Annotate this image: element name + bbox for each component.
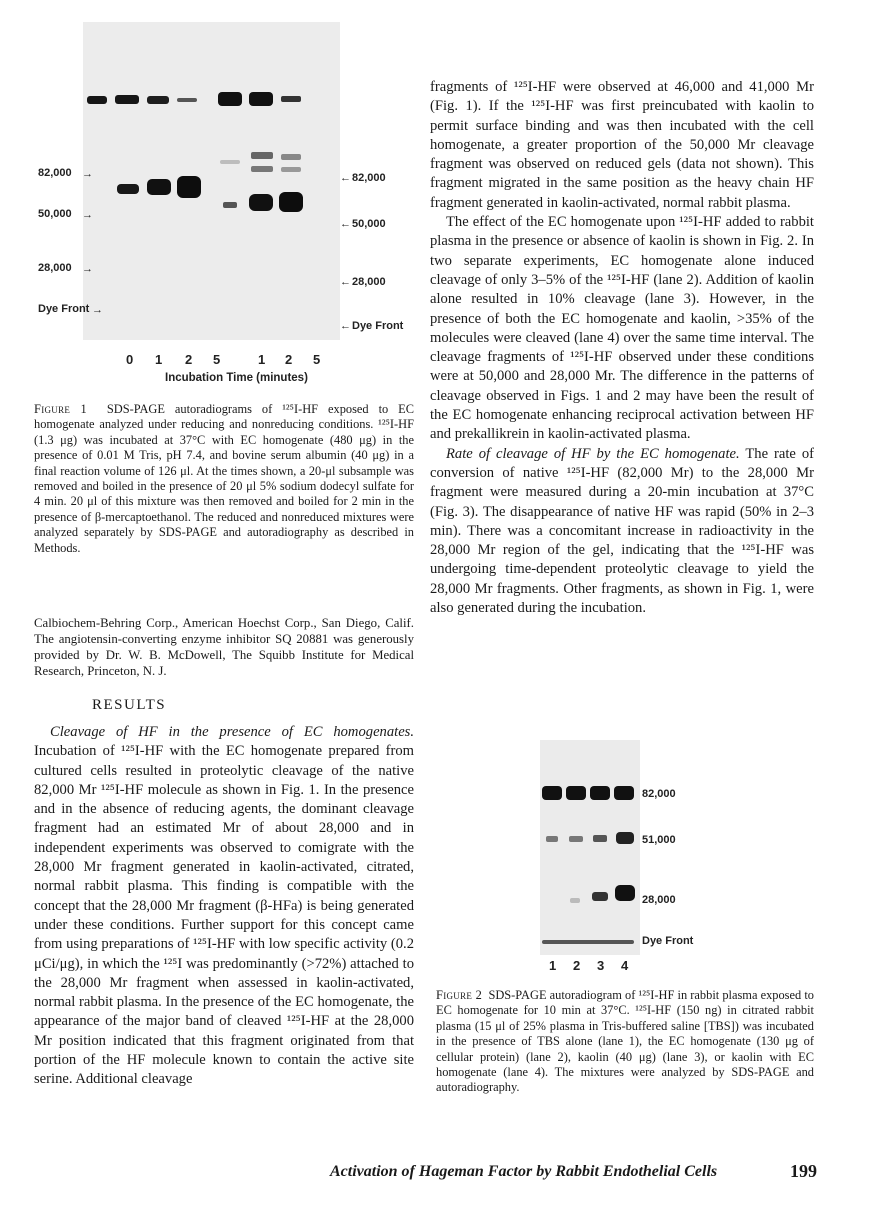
figure1-xlabel: Incubation Time (minutes) xyxy=(165,372,308,384)
mw-left-82000: 82,000 xyxy=(38,167,72,179)
figure2-caption-text: SDS-PAGE autoradiogram of ¹²⁵I-HF in rabbit plasma exposed to EC homogenate for 10 min at 37°C. ¹²⁵I-HF (150 ng) in citrated rabbit plasma (15 μl of 25% plasma in Tris-buffered saline [TBS]) was incubated in the presence of TBS alone (lane 1), the EC homogenate (130 μg of cellular protein) (lane 2), kaolin (40 μg) (lane 3), or kaolin with EC homogenate (lane 4). The mixtures were analyzed by SDS-PAGE and autoradiography. xyxy=(436,988,814,1095)
mw2-28000: 28,000 xyxy=(642,894,676,906)
paragraph-lead-italic: Cleavage of HF in the presence of EC homogenates. xyxy=(50,724,414,740)
arrow-left-icon: ← xyxy=(340,276,351,288)
mw-right-dye-front: Dye Front xyxy=(352,320,404,332)
arrow-right-icon: → xyxy=(92,304,103,316)
mw-left-50000: 50,000 xyxy=(38,208,72,220)
paragraph-text: Incubation of ¹²⁵I-HF with the EC homogenate prepared from cultured cells resulted in proteolytic cleavage of the native 82,000 Mr ¹²⁵I-HF molecule as shown in Fig. 1. In the presence and in the absence of reducing agents, the dominant cleavage fragment had an estimated Mr of about 28,000 and in independent experiments was observed to comigrate with the 28,000 Mr fragment generated in kaolin-activated, citrated, normal rabbit plasma. This finding is compatible with the concept that the 28,000 Mr fragment (β-HFa) is being generated under these conditions. Further support for this concept came from using preparations of ¹²⁵I-HF with low specific activity (0.2 μCi/μg), in which the ¹²⁵I was predominantly (>72%) attached to the 28,000 Mr fragment when assessed in kaolin-activated, normal rabbit plasma. In the presence of the EC homogenate, the appearance of the major band of cleaved ¹²⁵I-HF at the 28,000 Mr position indicated that this fragment originated from that portion of the HF molecule known to contain the active site serine. Additional cleavage xyxy=(34,743,414,1088)
acknowledgement-text: Calbiochem-Behring Corp., American Hoechst Corp., San Diego, Calif. The angiotensin-converting enzyme inhibitor SQ 20881 was generously provided by Dr. W. B. McDowell, The Squibb Institute for Medical Research, Princeton, N. J. xyxy=(34,616,414,678)
page-number: 199 xyxy=(790,1161,817,1181)
right-column-body xyxy=(430,78,814,618)
mw-right-50000: 50,000 xyxy=(352,218,386,230)
lane-number: 4 xyxy=(621,958,629,973)
lane-number: 0 xyxy=(126,352,134,367)
mw-left-dye-front: Dye Front xyxy=(38,303,90,315)
left-column-body xyxy=(34,723,414,1090)
arrow-right-icon: → xyxy=(82,209,93,221)
mw-left-28000: 28,000 xyxy=(38,262,72,274)
mw-right-28000: 28,000 xyxy=(352,276,386,288)
lane-number: 2 xyxy=(185,352,193,367)
figure2-gel xyxy=(540,740,640,955)
paragraph-lead-italic: Rate of cleavage of HF by the EC homogenate. xyxy=(446,445,740,462)
running-footer-title: Activation of Hageman Factor by Rabbit Endothelial Cells xyxy=(330,1163,718,1180)
figure2-caption xyxy=(436,988,814,1096)
arrow-right-icon: → xyxy=(82,168,93,180)
mw-right-82000: 82,000 xyxy=(352,172,386,184)
mw2-51000: 51,000 xyxy=(642,834,676,846)
lane-number: 3 xyxy=(597,958,605,973)
lane-number: 1 xyxy=(258,352,266,367)
figure1-caption-label: Figure 1 xyxy=(34,402,87,416)
paragraph-text: The rate of conversion of native ¹²⁵I-HF (82,000 Mr) to the 28,000 Mr fragment were measured during a 20-min incubation at 37°C (Fig. 3). The disappearance of native HF was rapid (50% in 2–3 min). There was a concomitant increase in radioactivity in the 28,000 Mr region of the gel, indicating that the ¹²⁵I-HF was undergoing time-dependent proteolytic cleavage to yield the 28,000 Mr fragments. Other fragments, as shown in Fig. 1, were also generated during the incubation. xyxy=(430,445,814,617)
lane-number: 2 xyxy=(285,352,293,367)
arrow-left-icon: ← xyxy=(340,320,351,332)
lane-number: 5 xyxy=(313,352,321,367)
lane-number: 1 xyxy=(155,352,163,367)
mw2-82000: 82,000 xyxy=(642,788,676,800)
figure2-gel-image xyxy=(540,740,640,955)
arrow-right-icon: → xyxy=(82,263,93,275)
lane-number: 1 xyxy=(549,958,557,973)
lane-number: 2 xyxy=(573,958,581,973)
mw2-dye-front: Dye Front xyxy=(642,935,694,947)
figure1-gel xyxy=(83,22,340,340)
acknowledgement xyxy=(34,615,414,679)
figure1-caption xyxy=(34,402,414,556)
section-heading-results: RESULTS xyxy=(92,697,167,713)
paragraph-text: The effect of the EC homogenate upon ¹²⁵I-HF added to rabbit plasma in the presence or absence of kaolin is shown in Fig. 2. In two separate experiments, EC homogenate alone induced cleavage of only 3–5% of the ¹²⁵I-HF (lane 2). Addition of kaolin alone resulted in 10% cleavage (lane 3). However, in the presence of both the EC homogenate and kaolin, >35% of the molecules were cleaved (lane 4) over the same time interval. The cleavage fragments of ¹²⁵I-HF observed under these conditions were at 50,000 and 28,000 Mr. The difference in the patterns of cleavage observed in Figs. 1 and 2 may have been the result of the EC homogenate enhancing reciprocal activation between HF and prekallikrein in kaolin-activated plasma. xyxy=(430,214,814,443)
lane-number: 5 xyxy=(213,352,221,367)
paragraph-text: fragments of ¹²⁵I-HF were observed at 46,000 and 41,000 Mr (Fig. 1). If the ¹²⁵I-HF was first preincubated with kaolin to permit surface binding and was then incubated with the cell homogenate, a greater proportion of the 50,000 Mr cleavage fragment was observed on reduced gels (data not shown). This fragment migrated in the same position as the heavy chain HF fragment generated in kaolin-activated, normal rabbit plasma. xyxy=(430,79,814,211)
figure1-caption-text: SDS-PAGE autoradiograms of ¹²⁵I-HF exposed to EC homogenate analyzed under reducing and nonreducing conditions. ¹²⁵I-HF (1.3 μg) was incubated at 37°C with EC homogenate (480 μg) in the presence of 0.01 M Tris, pH 7.4, and bovine serum albumin (40 μg) in a final reaction volume of 126 μl. At the times shown, a 20-μl subsample was removed and boiled in the presence of 20 μl 5% sodium dodecyl sulfate for 4 min. 20 μl of this mixture was then removed and boiled for 2 min in the presence of β-mercaptoethanol. The reduced and nonreduced mixtures were analyzed separately by SDS-PAGE and autoradiography as described in Methods. xyxy=(34,402,414,555)
arrow-left-icon: ← xyxy=(340,218,351,230)
figure1-gel-image xyxy=(83,22,340,340)
arrow-left-icon: ← xyxy=(340,172,351,184)
figure2-caption-label: Figure 2 xyxy=(436,988,483,1002)
